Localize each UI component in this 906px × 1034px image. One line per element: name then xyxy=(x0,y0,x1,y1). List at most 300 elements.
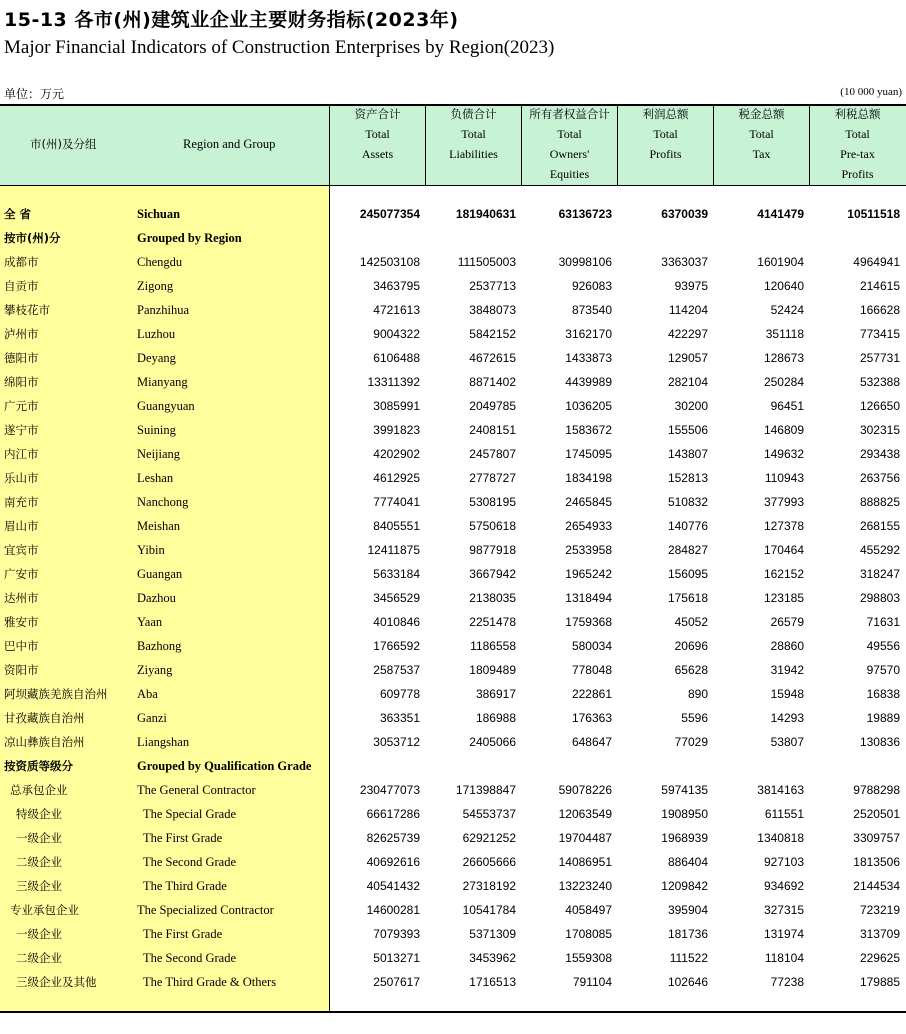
cell-value: 4612925 xyxy=(373,471,420,485)
cell-value: 1209842 xyxy=(661,879,708,893)
row-label-cn: 总承包企业 xyxy=(10,783,68,797)
cell-value: 778048 xyxy=(571,663,612,677)
cell-value: 1318494 xyxy=(565,591,612,605)
cell-value: 3456529 xyxy=(373,591,420,605)
table-row xyxy=(0,826,906,850)
cell-value: 93975 xyxy=(674,279,708,293)
row-label-cn: 阿坝藏族羌族自治州 xyxy=(4,687,108,701)
table-row xyxy=(0,778,906,802)
table-row xyxy=(0,610,906,634)
cell-value: 377993 xyxy=(763,495,804,509)
cell-value: 2533958 xyxy=(565,543,612,557)
cell-value: 1433873 xyxy=(565,351,612,365)
cell-value: 888825 xyxy=(859,495,900,509)
cell-value: 26605666 xyxy=(462,855,516,869)
column-header-en1: Total xyxy=(365,127,390,141)
cell-value: 3463795 xyxy=(373,279,420,293)
cell-value: 3085991 xyxy=(373,399,420,413)
row-label-en: Ziyang xyxy=(137,663,173,677)
cell-value: 934692 xyxy=(763,879,804,893)
cell-value: 19889 xyxy=(866,711,900,725)
cell-value: 131974 xyxy=(763,927,804,941)
cell-value: 7774041 xyxy=(373,495,420,509)
cell-value: 9877918 xyxy=(469,543,516,557)
table-row xyxy=(0,226,906,250)
cell-value: 152813 xyxy=(667,471,708,485)
cell-value: 26579 xyxy=(770,615,804,629)
cell-value: 611551 xyxy=(764,807,804,821)
cell-value: 140776 xyxy=(667,519,708,533)
cell-value: 4439989 xyxy=(565,375,612,389)
cell-value: 3667942 xyxy=(469,567,516,581)
cell-value: 9004322 xyxy=(373,327,420,341)
column-header-en2: Owners' xyxy=(549,147,590,161)
cell-value: 186988 xyxy=(475,711,516,725)
cell-value: 49556 xyxy=(866,639,900,653)
column-header-cn: 税金总额 xyxy=(738,107,785,121)
table-row xyxy=(0,250,906,274)
cell-value: 181940631 xyxy=(455,207,516,221)
row-label-cn: 三级企业及其他 xyxy=(16,975,97,989)
column-header-en3 xyxy=(618,164,713,184)
cell-value: 123185 xyxy=(763,591,804,605)
row-label-en: The Third Grade xyxy=(143,879,227,893)
cell-value: 4058497 xyxy=(565,903,612,917)
cell-value: 2778727 xyxy=(469,471,516,485)
table-row xyxy=(0,346,906,370)
table-row xyxy=(0,898,906,922)
row-label-cn: 泸州市 xyxy=(4,327,39,341)
row-label-en: Luzhou xyxy=(137,327,176,341)
cell-value: 13223240 xyxy=(558,879,612,893)
cell-value: 3162170 xyxy=(565,327,612,341)
table-row xyxy=(0,202,906,226)
cell-value: 351118 xyxy=(765,327,804,341)
row-label-en: Neijiang xyxy=(137,447,181,461)
cell-value: 1834198 xyxy=(565,471,612,485)
cell-value: 14293 xyxy=(770,711,804,725)
cell-value: 54553737 xyxy=(462,807,516,821)
column-header xyxy=(714,104,809,185)
cell-value: 31942 xyxy=(770,663,804,677)
table-row xyxy=(0,658,906,682)
row-label-cn: 南充市 xyxy=(4,495,39,509)
table-row xyxy=(0,850,906,874)
row-label-en: The First Grade xyxy=(143,927,223,941)
row-label-cn: 专业承包企业 xyxy=(10,903,79,917)
table-row xyxy=(0,514,906,538)
cell-value: 8871402 xyxy=(469,375,516,389)
cell-value: 1340818 xyxy=(757,831,804,845)
cell-value: 10541784 xyxy=(462,903,516,917)
cell-value: 156095 xyxy=(667,567,708,581)
column-header xyxy=(618,104,713,185)
cell-value: 59078226 xyxy=(558,783,612,797)
cell-value: 62921252 xyxy=(462,831,516,845)
table-row xyxy=(0,538,906,562)
cell-value: 3053712 xyxy=(373,735,420,749)
cell-value: 1759368 xyxy=(565,615,612,629)
row-label-cn: 二级企业 xyxy=(16,855,62,869)
cell-value: 14086951 xyxy=(558,855,612,869)
row-label-en: Grouped by Qualification Grade xyxy=(137,759,312,773)
cell-value: 886404 xyxy=(667,855,708,869)
cell-value: 111505003 xyxy=(457,255,516,269)
row-label-cn: 资阳市 xyxy=(4,663,39,677)
row-label-en: Liangshan xyxy=(137,735,190,749)
row-label-en: Suining xyxy=(137,423,176,437)
cell-value: 45052 xyxy=(674,615,708,629)
cell-value: 3309757 xyxy=(853,831,900,845)
column-header-cn: 资产合计 xyxy=(354,107,401,121)
row-label-en: Deyang xyxy=(137,351,176,365)
row-label-cn: 特级企业 xyxy=(16,807,62,821)
cell-value: 3991823 xyxy=(373,423,420,437)
cell-value: 15948 xyxy=(770,687,804,701)
cell-value: 52424 xyxy=(770,303,804,317)
cell-value: 284827 xyxy=(667,543,708,557)
cell-value: 2138035 xyxy=(469,591,516,605)
column-header-cn: 利润总额 xyxy=(642,107,689,121)
row-label-cn: 内江市 xyxy=(4,447,39,461)
cell-value: 176363 xyxy=(571,711,612,725)
row-label-en: Dazhou xyxy=(137,591,176,605)
cell-value: 1813506 xyxy=(853,855,900,869)
cell-value: 120640 xyxy=(763,279,804,293)
table-row xyxy=(0,946,906,970)
cell-value: 1809489 xyxy=(469,663,516,677)
table-row xyxy=(0,586,906,610)
cell-value: 2408151 xyxy=(469,423,516,437)
row-label-cn: 达州市 xyxy=(4,591,39,605)
row-label-en: Yibin xyxy=(137,543,165,557)
column-header-en1: Total xyxy=(461,127,486,141)
row-label-en: Guangyuan xyxy=(137,399,195,413)
cell-value: 2587537 xyxy=(373,663,420,677)
table-row xyxy=(0,442,906,466)
cell-value: 1708085 xyxy=(565,927,612,941)
row-label-en: Zigong xyxy=(137,279,174,293)
row-label-cn: 成都市 xyxy=(4,255,39,269)
row-label-cn: 乐山市 xyxy=(4,471,39,485)
table-row xyxy=(0,322,906,346)
table-row xyxy=(0,706,906,730)
cell-value: 4721613 xyxy=(373,303,420,317)
cell-value: 2537713 xyxy=(469,279,516,293)
cell-value: 9788298 xyxy=(853,783,900,797)
cell-value: 2520501 xyxy=(853,807,900,821)
row-label-en: The Second Grade xyxy=(143,855,237,869)
cell-value: 14600281 xyxy=(366,903,420,917)
row-label-en: Panzhihua xyxy=(137,303,190,317)
cell-value: 298803 xyxy=(859,591,900,605)
cell-value: 27318192 xyxy=(462,879,516,893)
cell-value: 4202902 xyxy=(373,447,420,461)
row-label-en: Guangan xyxy=(137,567,183,581)
row-label-en: Chengdu xyxy=(137,255,183,269)
cell-value: 142503108 xyxy=(359,255,420,269)
column-header-en2: Liabilities xyxy=(449,147,498,161)
row-label-cn: 按资质等级分 xyxy=(4,759,73,773)
column-header xyxy=(330,104,425,185)
row-label-cn: 按市(州)分 xyxy=(4,231,61,245)
cell-value: 4141479 xyxy=(757,207,804,221)
cell-value: 12063549 xyxy=(558,807,612,821)
cell-value: 6106488 xyxy=(373,351,420,365)
cell-value: 118104 xyxy=(764,951,804,965)
row-label-en: Sichuan xyxy=(137,207,181,221)
row-label-cn: 广元市 xyxy=(4,399,39,413)
cell-value: 609778 xyxy=(379,687,420,701)
cell-value: 3453962 xyxy=(469,951,516,965)
row-label-cn: 一级企业 xyxy=(16,927,62,941)
cell-value: 40541432 xyxy=(366,879,420,893)
row-label-en: Mianyang xyxy=(137,375,188,389)
cell-value: 5013271 xyxy=(373,951,420,965)
cell-value: 4672615 xyxy=(469,351,516,365)
table-row xyxy=(0,754,906,778)
cell-value: 313709 xyxy=(859,927,900,941)
column-header-en3 xyxy=(330,164,425,184)
table-row xyxy=(0,730,906,754)
cell-value: 293438 xyxy=(859,447,900,461)
cell-value: 580034 xyxy=(571,639,612,653)
table-row xyxy=(0,874,906,898)
row-label-cn: 一级企业 xyxy=(16,831,62,845)
bottom-rule xyxy=(0,1011,906,1013)
row-label-cn: 宜宾市 xyxy=(4,543,39,557)
cell-value: 7079393 xyxy=(373,927,420,941)
title-en: Major Financial Indicators of Construction Enterprises by Region(2023) xyxy=(4,37,555,58)
cell-value: 179885 xyxy=(859,975,900,989)
row-label-en: The Specialized Contractor xyxy=(137,903,274,917)
cell-value: 268155 xyxy=(859,519,900,533)
cell-value: 19704487 xyxy=(558,831,612,845)
cell-value: 222861 xyxy=(571,687,612,701)
cell-value: 648647 xyxy=(571,735,612,749)
cell-value: 363351 xyxy=(379,711,420,725)
table-row xyxy=(0,394,906,418)
cell-value: 245077354 xyxy=(359,207,420,221)
cell-value: 16838 xyxy=(866,687,900,701)
cell-value: 2251478 xyxy=(469,615,516,629)
cell-value: 395904 xyxy=(667,903,708,917)
column-header-cn: 所有者权益合计 xyxy=(529,107,610,121)
cell-value: 2144534 xyxy=(853,879,900,893)
row-label-cn: 攀枝花市 xyxy=(4,303,50,317)
cell-value: 6370039 xyxy=(661,207,708,221)
cell-value: 1583672 xyxy=(565,423,612,437)
row-label-cn: 自贡市 xyxy=(4,279,39,293)
cell-value: 30998106 xyxy=(558,255,612,269)
cell-value: 53807 xyxy=(770,735,804,749)
cell-value: 927103 xyxy=(763,855,804,869)
cell-value: 5974135 xyxy=(661,783,708,797)
table-row xyxy=(0,370,906,394)
cell-value: 2465845 xyxy=(565,495,612,509)
column-header xyxy=(522,104,617,185)
cell-value: 5750618 xyxy=(469,519,516,533)
column-header-en3 xyxy=(426,164,521,184)
cell-value: 1965242 xyxy=(565,567,612,581)
cell-value: 2457807 xyxy=(469,447,516,461)
cell-value: 1601904 xyxy=(757,255,804,269)
column-header-en1: Total xyxy=(653,127,678,141)
table-row xyxy=(0,922,906,946)
cell-value: 2507617 xyxy=(373,975,420,989)
row-label-cn: 眉山市 xyxy=(4,519,39,533)
row-label-en: Leshan xyxy=(137,471,174,485)
table-row xyxy=(0,634,906,658)
row-label-en: Yaan xyxy=(137,615,163,629)
cell-value: 30200 xyxy=(674,399,708,413)
cell-value: 3848073 xyxy=(469,303,516,317)
row-label-en: Meishan xyxy=(137,519,181,533)
cell-value: 4964941 xyxy=(853,255,900,269)
table-row xyxy=(0,418,906,442)
row-label-cn: 巴中市 xyxy=(4,639,39,653)
cell-value: 282104 xyxy=(667,375,708,389)
cell-value: 791104 xyxy=(572,975,612,989)
cell-value: 723219 xyxy=(859,903,900,917)
cell-value: 257731 xyxy=(859,351,900,365)
cell-value: 5371309 xyxy=(469,927,516,941)
cell-value: 102646 xyxy=(667,975,708,989)
row-label-en: Aba xyxy=(137,687,158,701)
unit-cn: 单位：万元 xyxy=(4,87,65,101)
cell-value: 97570 xyxy=(866,663,900,677)
cell-value: 230477073 xyxy=(359,783,420,797)
table-row xyxy=(0,682,906,706)
cell-value: 8405551 xyxy=(373,519,420,533)
cell-value: 302315 xyxy=(859,423,900,437)
row-label-cn: 凉山彝族自治州 xyxy=(4,735,85,749)
cell-value: 127378 xyxy=(763,519,804,533)
row-label-cn: 二级企业 xyxy=(16,951,62,965)
row-label-en: The Second Grade xyxy=(143,951,237,965)
cell-value: 214615 xyxy=(859,279,900,293)
cell-value: 5308195 xyxy=(469,495,516,509)
cell-value: 146809 xyxy=(763,423,804,437)
cell-value: 129057 xyxy=(667,351,708,365)
cell-value: 1745095 xyxy=(565,447,612,461)
table-row xyxy=(0,490,906,514)
table-row xyxy=(0,274,906,298)
column-header-en2: Tax xyxy=(752,147,771,161)
cell-value: 5633184 xyxy=(373,567,420,581)
row-label-cn: 绵阳市 xyxy=(4,375,39,389)
table-row xyxy=(0,466,906,490)
cell-value: 77238 xyxy=(770,975,804,989)
header-region-cn: 市(州)及分组 xyxy=(30,137,97,151)
table-row xyxy=(0,562,906,586)
row-label-en: Ganzi xyxy=(137,711,167,725)
cell-value: 1036205 xyxy=(565,399,612,413)
row-label-en: The Special Grade xyxy=(143,807,237,821)
cell-value: 96451 xyxy=(770,399,804,413)
cell-value: 128673 xyxy=(763,351,804,365)
cell-value: 386917 xyxy=(475,687,516,701)
column-header-en3: Equities xyxy=(549,167,590,181)
cell-value: 149632 xyxy=(763,447,804,461)
row-label-cn: 全 省 xyxy=(4,207,32,221)
cell-value: 175618 xyxy=(667,591,708,605)
cell-value: 71631 xyxy=(866,615,900,629)
cell-value: 166628 xyxy=(859,303,900,317)
cell-value: 77029 xyxy=(674,735,708,749)
unit-en: (10 000 yuan) xyxy=(840,86,902,98)
cell-value: 229625 xyxy=(859,951,900,965)
cell-value: 2049785 xyxy=(469,399,516,413)
cell-value: 13311392 xyxy=(367,375,420,389)
cell-value: 5842152 xyxy=(469,327,516,341)
row-label-cn: 雅安市 xyxy=(4,615,39,629)
table-row xyxy=(0,298,906,322)
cell-value: 130836 xyxy=(859,735,900,749)
column-header xyxy=(426,104,521,185)
cell-value: 1968939 xyxy=(661,831,708,845)
cell-value: 926083 xyxy=(571,279,612,293)
cell-value: 890 xyxy=(687,687,708,701)
cell-value: 63136723 xyxy=(558,207,612,221)
cell-value: 162152 xyxy=(763,567,804,581)
cell-value: 1766592 xyxy=(373,639,420,653)
row-label-en: Grouped by Region xyxy=(137,231,242,245)
title-cn: 15-13 各市(州)建筑业企业主要财务指标(2023年) xyxy=(4,9,459,31)
cell-value: 1908950 xyxy=(661,807,708,821)
cell-value: 110943 xyxy=(764,471,804,485)
column-header-cn: 利税总额 xyxy=(834,107,881,121)
column-header-cn: 负债合计 xyxy=(450,107,497,121)
column-header-en1: Total xyxy=(845,127,870,141)
cell-value: 318247 xyxy=(859,567,900,581)
row-label-cn: 三级企业 xyxy=(16,879,62,893)
cell-value: 327315 xyxy=(763,903,804,917)
cell-value: 532388 xyxy=(859,375,900,389)
cell-value: 181736 xyxy=(667,927,708,941)
cell-value: 455292 xyxy=(859,543,900,557)
cell-value: 82625739 xyxy=(366,831,420,845)
column-header-en3 xyxy=(714,164,809,184)
cell-value: 873540 xyxy=(571,303,612,317)
cell-value: 12411875 xyxy=(367,543,420,557)
row-label-en: The General Contractor xyxy=(137,783,256,797)
row-label-en: Nanchong xyxy=(137,495,189,509)
cell-value: 250284 xyxy=(763,375,804,389)
column-header-en2: Assets xyxy=(361,147,394,161)
cell-value: 1559308 xyxy=(565,951,612,965)
cell-value: 773415 xyxy=(859,327,900,341)
column-header-en1: Total xyxy=(749,127,774,141)
cell-value: 40692616 xyxy=(366,855,420,869)
cell-value: 171398847 xyxy=(455,783,516,797)
row-label-cn: 遂宁市 xyxy=(4,423,39,437)
row-label-cn: 广安市 xyxy=(4,567,39,581)
cell-value: 5596 xyxy=(681,711,708,725)
column-header-en3: Profits xyxy=(841,167,874,181)
cell-value: 126650 xyxy=(859,399,900,413)
row-label-cn: 德阳市 xyxy=(4,351,39,365)
header-rule xyxy=(0,185,906,186)
header-region-en: Region and Group xyxy=(183,137,276,151)
row-label-cn: 甘孜藏族自治州 xyxy=(4,711,85,725)
row-label-en: The First Grade xyxy=(143,831,223,845)
cell-value: 510832 xyxy=(667,495,708,509)
cell-value: 422297 xyxy=(667,327,708,341)
cell-value: 1186558 xyxy=(470,639,516,653)
cell-value: 111522 xyxy=(669,951,708,965)
column-header-en2: Profits xyxy=(649,147,682,161)
